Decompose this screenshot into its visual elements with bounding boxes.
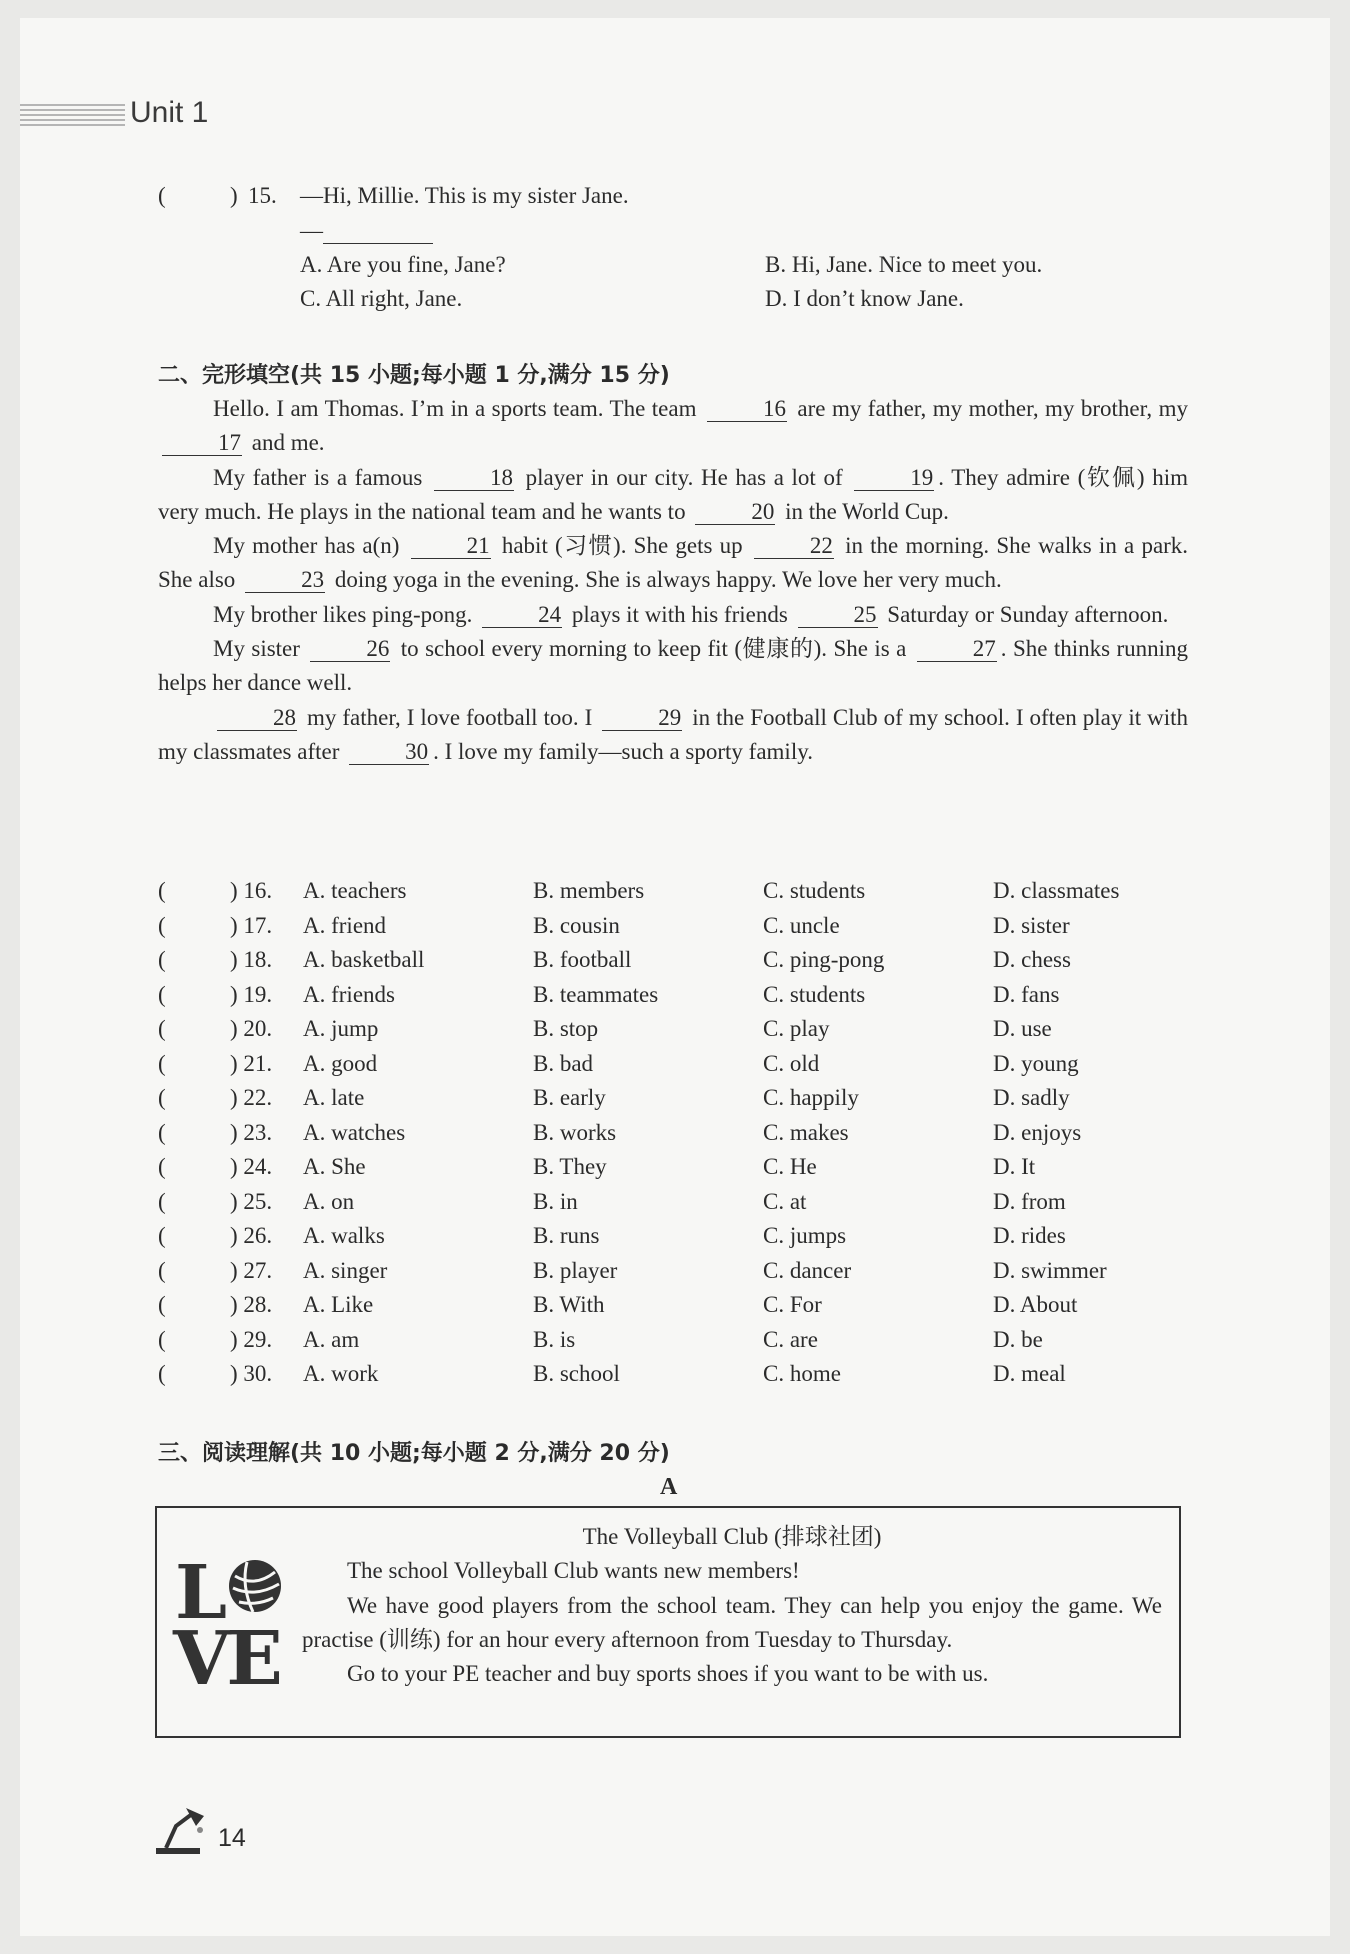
answer-paren: (: [158, 981, 166, 1007]
notice-text: [302, 1520, 1162, 1691]
unit-title: Unit 1: [130, 96, 209, 129]
option-row: [158, 1327, 1198, 1362]
blank-17: 17: [162, 431, 242, 456]
answer-paren: (: [158, 1292, 166, 1317]
passage-paragraph: My father is a famous 18 player in our city. He has a lot of 19 . They admire (钦佩) him very much. He plays in the national team and he wants to 20 in the World Cup.: [158, 464, 1189, 524]
option-a: A. late: [303, 1085, 365, 1110]
option-a: A. work: [303, 1361, 379, 1386]
option-c: C. ping-pong: [763, 947, 885, 972]
option-d: D. young: [993, 1050, 1079, 1076]
option-b: B. football: [533, 947, 632, 972]
unit-header: [20, 96, 280, 140]
lamp-icon: [152, 1804, 212, 1856]
answer-paren: (: [158, 1016, 166, 1041]
question-number: ) 28.: [230, 1292, 273, 1317]
option-c: C. play: [763, 1016, 830, 1041]
blank-20: 20: [695, 500, 775, 525]
question-number: ) 26.: [230, 1223, 273, 1248]
option-a: A. singer: [303, 1257, 388, 1283]
cloze-options: [158, 878, 1198, 1396]
option-d: D. be: [993, 1326, 1043, 1352]
option-d: D. chess: [993, 947, 1071, 972]
blank-29: 29: [602, 706, 682, 731]
option-c: C. He: [763, 1154, 817, 1179]
option-b: B. early: [533, 1085, 606, 1110]
option-a: A. She: [303, 1154, 366, 1179]
answer-paren: (: [158, 1361, 166, 1386]
option-a: A. Are you fine, Jane?: [300, 252, 506, 277]
option-a: A. jump: [303, 1016, 379, 1041]
answer-paren: (: [158, 947, 166, 972]
option-b: B. Hi, Jane. Nice to meet you.: [765, 252, 1043, 277]
option-b: B. teammates: [533, 981, 659, 1007]
option-row: [158, 913, 1198, 948]
option-row: [158, 1223, 1198, 1258]
reading-part-label: A: [660, 1474, 678, 1500]
notice-line: Go to your PE teacher and buy sports shoes if you want to be with us.: [347, 1661, 989, 1687]
section-heading-cloze: 二、完形填空(共 15 小题;每小题 1 分,满分 15 分): [158, 363, 670, 388]
option-a: A. walks: [303, 1223, 385, 1248]
option-d: D. sadly: [993, 1085, 1070, 1110]
option-d: D. swimmer: [993, 1257, 1107, 1283]
question-number: ) 23.: [230, 1119, 273, 1145]
option-d: D. use: [993, 1016, 1052, 1041]
option-b: B. They: [533, 1154, 607, 1179]
option-row: [158, 1120, 1198, 1155]
cloze-passage: [158, 392, 1188, 769]
answer-paren: (: [158, 1085, 166, 1110]
answer-paren: (: [158, 878, 166, 903]
question-number: ) 17.: [230, 912, 273, 938]
option-d: D. rides: [993, 1223, 1066, 1248]
answer-paren: (: [158, 1050, 166, 1076]
blank-27: 27: [917, 637, 997, 662]
question-number: ) 21.: [230, 1050, 273, 1076]
blank-21: 21: [411, 534, 491, 559]
option-b: B. in: [533, 1188, 578, 1214]
option-c: C. at: [763, 1188, 807, 1214]
option-c: C. are: [763, 1326, 818, 1352]
option-a: A. friend: [303, 912, 387, 938]
blank-18: 18: [434, 466, 514, 491]
blank-25: 25: [798, 603, 878, 628]
blank-30: 30: [349, 740, 429, 765]
question-number: ) 19.: [230, 981, 273, 1007]
blank-16: 16: [707, 397, 787, 422]
question-number: ) 20.: [230, 1016, 273, 1041]
option-row: [158, 947, 1198, 982]
option-row: [158, 1292, 1198, 1327]
blank-28: 28: [217, 706, 297, 731]
option-a: A. on: [303, 1188, 355, 1214]
option-c: C. All right, Jane.: [300, 286, 463, 311]
response-dash: —: [300, 218, 323, 243]
option-c: C. home: [763, 1361, 841, 1386]
option-a: A. am: [303, 1326, 360, 1352]
answer-paren: (: [158, 1257, 166, 1283]
question-number: ) 30.: [230, 1361, 273, 1386]
option-row: [158, 1085, 1198, 1120]
option-b: B. player: [533, 1257, 618, 1283]
option-row: [158, 878, 1198, 913]
option-row: [158, 982, 1198, 1017]
option-b: B. stop: [533, 1016, 599, 1041]
option-d: D. enjoys: [993, 1119, 1082, 1145]
question-number: ) 22.: [230, 1085, 273, 1110]
option-d: D. sister: [993, 912, 1070, 938]
passage-paragraph: My sister 26 to school every morning to keep fit (健康的). She is a 27 . She thinks running helps her dance well.: [158, 636, 1189, 696]
option-d: D. from: [993, 1188, 1066, 1214]
answer-paren: (: [158, 912, 166, 938]
option-row: [158, 1154, 1198, 1189]
answer-paren: (: [158, 1188, 166, 1214]
option-c: C. old: [763, 1050, 820, 1076]
option-d: D. About: [993, 1292, 1078, 1317]
passage-paragraph: 28 my father, I love football too. I 29 in the Football Club of my school. I often play it with my classmates after 30 . I love my family—such a sporty family.: [158, 704, 1188, 764]
option-d: D. It: [993, 1154, 1036, 1179]
option-a: A. Like: [303, 1292, 374, 1317]
question-number: ) 29.: [230, 1326, 273, 1352]
option-row: [158, 1258, 1198, 1293]
page-number: 14: [218, 1824, 246, 1852]
option-d: D. I don’t know Jane.: [765, 286, 964, 311]
option-b: B. runs: [533, 1223, 600, 1248]
option-row: [158, 1016, 1198, 1051]
option-row: [158, 1051, 1198, 1086]
option-row: [158, 1189, 1198, 1224]
love-logo: L VE: [175, 1556, 285, 1696]
blank-24: 24: [482, 603, 562, 628]
header-decoration: [20, 104, 125, 130]
blank-19: 19: [854, 466, 934, 491]
question-number: ) 18.: [230, 947, 273, 972]
option-d: D. fans: [993, 981, 1060, 1007]
notice-line: The school Volleyball Club wants new members!: [347, 1558, 800, 1584]
passage-paragraph: My brother likes ping-pong. 24 plays it with his friends 25 Saturday or Sunday afternoon.: [213, 601, 1169, 627]
option-c: C. makes: [763, 1119, 849, 1145]
option-a: A. basketball: [303, 947, 425, 972]
answer-paren: (: [158, 1223, 166, 1248]
option-row: [158, 1361, 1198, 1396]
response-blank: [323, 225, 433, 244]
blank-23: 23: [245, 568, 325, 593]
blank-22: 22: [754, 534, 834, 559]
option-d: D. meal: [993, 1361, 1066, 1386]
option-b: B. is: [533, 1326, 576, 1352]
option-c: C. happily: [763, 1085, 859, 1110]
answer-paren: (: [158, 1326, 166, 1352]
answer-paren: (: [158, 1154, 166, 1179]
section-heading-reading: 三、阅读理解(共 10 小题;每小题 2 分,满分 20 分): [158, 1441, 670, 1466]
volleyball-icon: [227, 1558, 283, 1614]
option-b: B. members: [533, 878, 645, 903]
option-d: D. classmates: [993, 878, 1120, 903]
option-b: B. cousin: [533, 912, 620, 938]
question-number: ) 25.: [230, 1188, 273, 1214]
option-b: B. bad: [533, 1050, 594, 1076]
option-a: A. good: [303, 1050, 378, 1076]
option-b: B. With: [533, 1292, 605, 1317]
option-a: A. watches: [303, 1119, 406, 1145]
question-number: ) 27.: [230, 1257, 273, 1283]
response-line: [300, 218, 433, 244]
answer-paren-open: (: [158, 183, 166, 208]
option-b: B. school: [533, 1361, 620, 1386]
passage-paragraph: My mother has a(n) 21 habit (习惯). She gets up 22 in the morning. She walks in a park. She also 23 doing yoga in the evening. She is always happy. We love her very much.: [158, 533, 1189, 593]
option-c: C. students: [763, 981, 866, 1007]
answer-paren: (: [158, 1119, 166, 1145]
option-c: C. jumps: [763, 1223, 847, 1248]
option-a: A. friends: [303, 981, 395, 1007]
blank-26: 26: [310, 637, 390, 662]
option-a: A. teachers: [303, 878, 407, 903]
question-prompt: —Hi, Millie. This is my sister Jane.: [300, 183, 629, 208]
question-number: ) 24.: [230, 1154, 273, 1179]
option-c: C. dancer: [763, 1257, 852, 1283]
worksheet-page: [20, 18, 1330, 1936]
question-number: ) 16.: [230, 878, 273, 903]
option-b: B. works: [533, 1119, 617, 1145]
passage-paragraph: Hello. I am Thomas. I’m in a sports team. The team 16 are my father, my mother, my brother, my 17 and me.: [158, 392, 1188, 461]
notice-line: We have good players from the school team. They can help you enjoy the game. We practise (训练) for an hour every afternoon from Tuesday to Thursday.: [302, 1592, 1162, 1652]
question-number: 15.: [248, 183, 277, 208]
notice-title: The Volleyball Club (排球社团): [582, 1524, 882, 1549]
answer-paren-close: ): [230, 183, 238, 208]
option-c: C. For: [763, 1292, 822, 1317]
volleyball-club-notice: [155, 1506, 1181, 1738]
option-c: C. uncle: [763, 912, 840, 938]
option-c: C. students: [763, 878, 866, 903]
